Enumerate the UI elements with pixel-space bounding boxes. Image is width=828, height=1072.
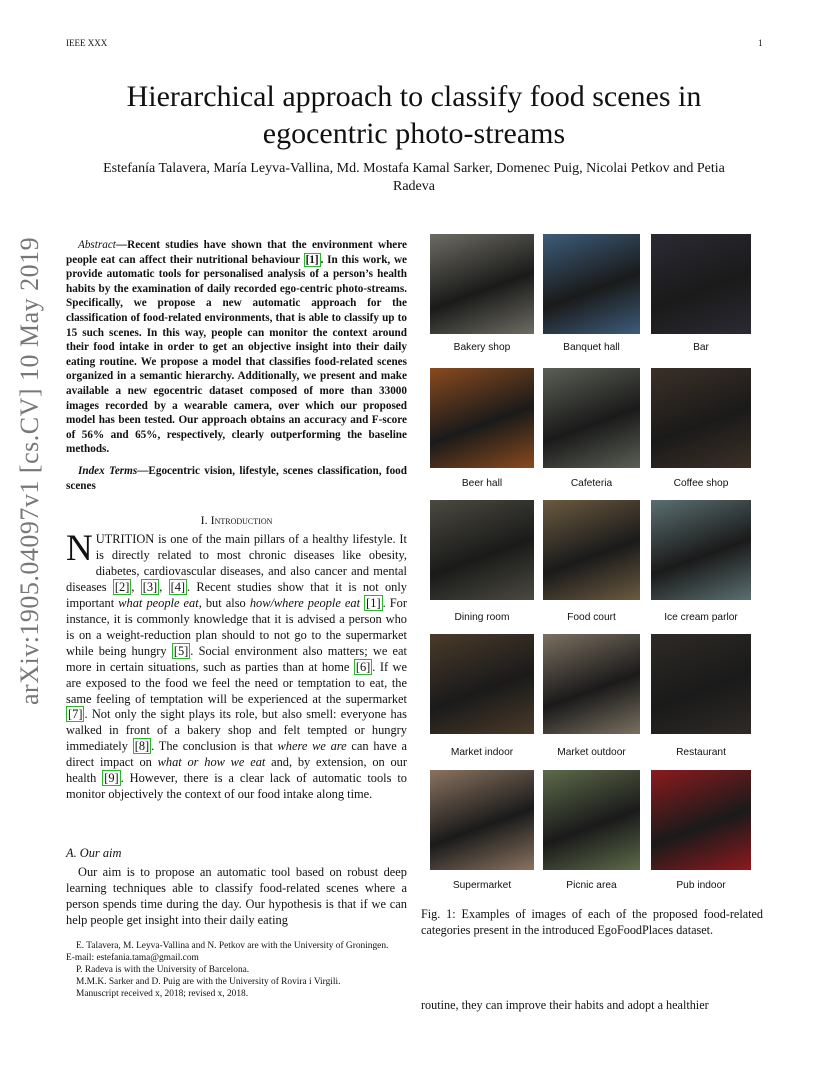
citation-link[interactable]: [3]	[142, 579, 158, 594]
page-number: 1	[758, 38, 763, 48]
citation-link[interactable]: [5]	[173, 643, 189, 658]
figure-label: Beer hall	[461, 478, 503, 489]
authors-line-1: Estefanía Talavera, María Leyva-Vallina, Md. Mostafa Kamal Sarker, Domenec Puig, Nicolai Petkov and Petia	[103, 161, 725, 176]
figure-photo	[543, 634, 640, 734]
index-terms-label: Index Terms	[78, 465, 138, 477]
figure-photo	[543, 368, 640, 468]
figure-photo	[651, 634, 751, 734]
footnote-line: M.M.K. Sarker and D. Puig are with the University of Rovira i Virgili.	[76, 977, 341, 987]
section-heading-introduction: I. Introduction	[200, 513, 273, 527]
footnote-line: E. Talavera, M. Leyva-Vallina and N. Petkov are with the University of Groningen.	[76, 941, 389, 951]
intro-text: UTRITION is one of the main pillars of a healthy lifestyle. It is directly related to most chronic diseases like obesity, diabetes, cardiovascular diseases, and also cancer and mental diseases	[66, 532, 407, 594]
abstract-text-2: . In this work, we provide automatic tools for personalised analysis of a person’s health habits by the examination of daily recorded ego-centric photo-streams. Specifically, we propose a new automatic approach for the classification of food-related environments, that is able to classify up to 15 such scenes. In this way, people can monitor the context around their food intake in order to get an objective insight into their daily eating routine. We propose a model that classifies food-related scenes organized in a semantic hierarchy. Additionally, we present and make available a new egocentric dataset composed of more than 33000 images recorded by a wearable camera, over which our proposed model has been tested. Our approach obtains an accuracy and F-score of 56% and 65%, respectively, clearly outperforming the baseline methods.	[66, 253, 408, 456]
citation-link[interactable]: [2]	[114, 579, 130, 594]
citation-link[interactable]: [7]	[68, 707, 83, 722]
figure-photo	[651, 234, 751, 334]
paper-title	[40, 78, 788, 152]
index-terms	[66, 464, 407, 493]
figure-label: Market outdoor	[557, 747, 626, 758]
intro-text: . For instance, it is commonly knowledge that it is advised a person who is on a weight-reduction plan should to not go to the supermarket while being hungry	[66, 595, 407, 658]
figure-caption: Fig. 1: Examples of images of each of the proposed food-related categories present in the introduced EgoFoodPlaces dataset.	[421, 907, 763, 937]
figure-photo	[543, 500, 640, 600]
intro-emphasis: what or how we eat	[157, 755, 266, 770]
figure-photo	[651, 368, 751, 468]
figure-label: Pub indoor	[676, 880, 726, 891]
intro-text: . The conclusion is that	[151, 739, 278, 754]
figure-label: Cafeteria	[570, 478, 613, 489]
citation-link[interactable]: [8]	[134, 739, 150, 754]
drop-cap: N	[66, 528, 93, 569]
abstract-text-1: —Recent studies have shown that the environment where people eat can affect their nutritional behaviour	[66, 239, 407, 266]
figure-photo	[651, 500, 751, 600]
citation-link[interactable]: [1]	[305, 253, 319, 266]
figure-photo	[430, 234, 534, 334]
figure-label: Restaurant	[676, 747, 726, 758]
citation-link[interactable]: [4]	[170, 579, 186, 594]
figure-photo	[651, 770, 751, 870]
intro-text: . Social environment also matters; we eat more in certain situations, such as parties than at home	[66, 643, 408, 674]
figure-label: Bakery shop	[453, 342, 511, 353]
figure-label: Supermarket	[452, 880, 512, 891]
figure-label: Coffee shop	[673, 478, 729, 489]
figure-label: Banquet hall	[563, 342, 620, 353]
subsection-heading-our-aim: A. Our aim	[66, 846, 122, 860]
citation-link[interactable]: [6]	[355, 659, 371, 674]
figure-photo	[543, 770, 640, 870]
author-list	[60, 160, 768, 196]
title-line-2: egocentric photo-streams	[262, 117, 566, 150]
citation-link[interactable]: [9]	[104, 771, 119, 786]
figure-label: Ice cream parlor	[664, 612, 738, 623]
figure-label: Market indoor	[450, 747, 514, 758]
figure-photo	[430, 500, 534, 600]
abstract-label: Abstract	[78, 239, 116, 251]
figure-label: Picnic area	[566, 880, 617, 891]
abstract	[66, 238, 407, 457]
index-terms-text: —Egocentric vision, lifestyle, scenes classification, food scenes	[66, 465, 407, 492]
aim-paragraph: Our aim is to propose an automatic tool based on robust deep learning techniques able to classify food-related scenes where a person spends time during the day. Our hypothesis is that if we can help people get insight into their daily eating	[66, 865, 407, 927]
authors-line-2: Radeva	[393, 179, 435, 194]
intro-text: . If we are exposed to the food we feel the need or temptation to eat, the same feeling of temptation will be experienced at the supermarket	[66, 659, 407, 706]
footnote-line: P. Radeva is with the University of Barcelona.	[76, 965, 250, 975]
figure-label: Bar	[693, 342, 709, 353]
intro-emphasis: how/where people eat	[249, 595, 361, 610]
title-line-1: Hierarchical approach to classify food scenes in	[126, 80, 702, 113]
introduction-paragraph: NUTRITION is one of the main pillars of a healthy lifestyle. It is directly related to most chronic diseases like obesity, diabetes, cardiovascular diseases, and also cancer and mental diseases [2] , [3] , [4] . Recent studies show that it is not only important what people eat, but also how/where people eat [1] . For instance, it is commonly knowledge that it is advised a person who is on a weight-reduction plan should to not go to the supermarket while being hungry [5] . Social environment also matters; we eat more in certain situations, such as parties than at home [6] . If we are exposed to the food we feel the need or temptation to eat, the same feeling of temptation will be experienced at the supermarket [7] . Not only the sight plays its role, but also smell: everyone has walked in front of a bakery shop and felt tempted or hungry immediately [8] . The conclusion is that where we are can have a direct impact on what or how we eat and, by extension, on our health [9] . However, there is a clear lack of automatic tools to monitor objectively the context of our food intake along time.	[66, 528, 408, 802]
figure-photo	[430, 634, 534, 734]
intro-emphasis: what people eat	[118, 595, 199, 610]
intro-text: . Not only the sight plays its role, but also smell: everyone has walked in front of a bakery shop and felt tempted or hungry immediately	[66, 707, 407, 754]
footnote-email: E-mail: estefania.tama@gmail.com	[66, 953, 199, 963]
intro-text: . Recent studies show that it is not only important	[66, 579, 407, 610]
intro-emphasis: where we are	[277, 739, 347, 754]
figure-photo	[543, 234, 640, 334]
arxiv-stamp: arXiv:1905.04097v1 [cs.CV] 10 May 2019	[15, 236, 44, 705]
citation-link[interactable]: [1]	[366, 595, 381, 610]
figure-label: Dining room	[454, 612, 510, 623]
intro-text: and, by extension, on our health	[66, 755, 408, 786]
running-header-left: IEEE XXX	[66, 38, 108, 48]
intro-text: , but also	[198, 595, 250, 610]
author-footnote	[66, 940, 407, 1000]
figure-photo	[430, 368, 534, 468]
body-text-continuation: routine, they can improve their habits and adopt a healthier	[421, 998, 709, 1012]
footnote-line: Manuscript received x, 2018; revised x, 2018.	[76, 989, 249, 999]
intro-text: can have a direct impact on	[66, 739, 407, 770]
figure-photo	[430, 770, 534, 870]
intro-text: . However, there is a clear lack of automatic tools to monitor objectively the context of our food intake along time.	[66, 771, 407, 802]
figure-label: Food court	[567, 612, 616, 623]
